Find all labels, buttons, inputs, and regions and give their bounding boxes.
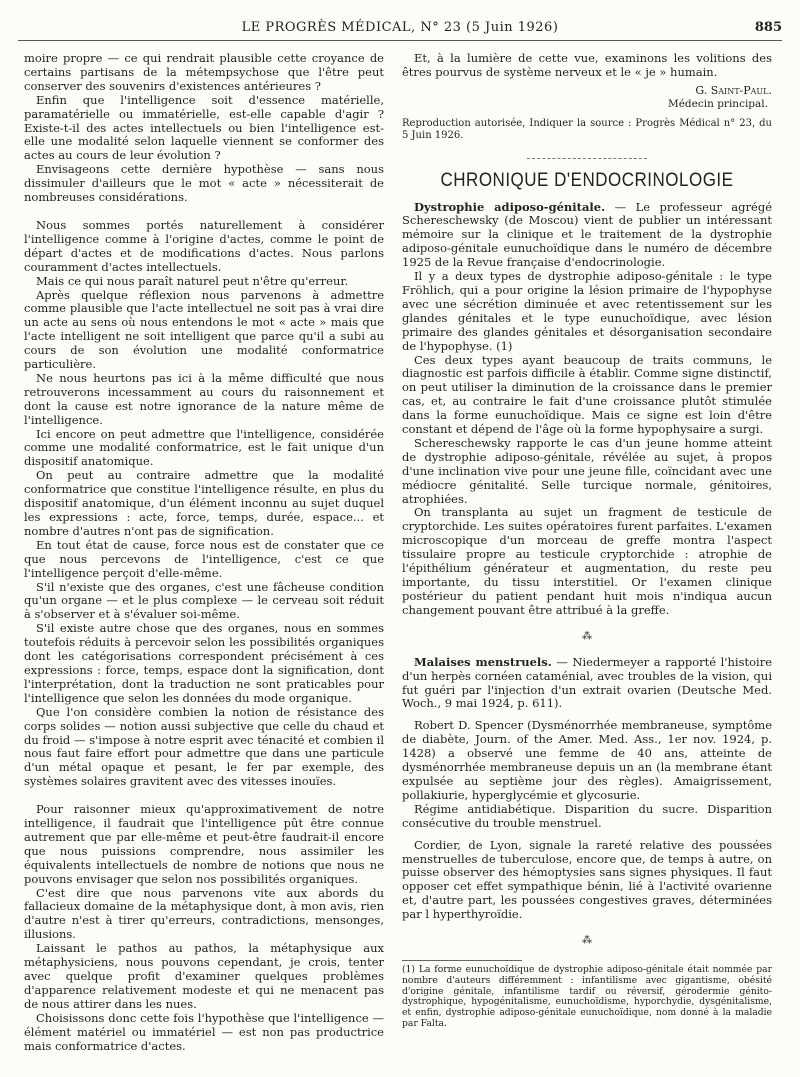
paragraph: Choisissons donc cette fois l'hypothèse que l'intelligence — élément matériel ou immatériel — est non pas productrice mais conformatrice d'actes. bbox=[24, 1010, 384, 1053]
author-signature: G. Saint-Paul. bbox=[695, 83, 772, 97]
paragraph: Il y a deux types de dystrophie adiposo-génitale : le type Fröhlich, qui a pour origine la lésion primaire de l'hypophyse avec une sécrétion diminuée et avec retentissement sur les glandes génitales et le type eunuchoïdique, avec lésion primaire des glandes génitales et désorganisation secondaire de l'hypophyse. (1) bbox=[402, 269, 772, 353]
paragraph: Laissant le pathos au pathos, la métaphysique aux métaphysiciens, nous pouvons cependant, je crois, tenter avec quelque profit d'examiner quelques problèmes d'apparence relativement modeste et qui ne menacent pas de nous attirer dans les nues. bbox=[24, 941, 384, 1011]
paragraph: S'il n'existe que des organes, c'est une fâcheuse condition qu'un organe — et le plus complexe — le cerveau soit réduit à s'observer et à s'évaluer soi-même. bbox=[24, 579, 384, 622]
paragraph: Mais ce qui nous paraît naturel peut n'être qu'erreur. bbox=[36, 273, 349, 288]
page-number: 885 bbox=[754, 20, 782, 35]
paragraph: S'il existe autre chose que des organes, nous en sommes toutefois réduits à percevoir selon les possibilités organiques dont les catégorisations correspondent précisément à ces expressions : force, temps, espace dont la signification, dont l'interprétation, dont la traduction ne sont praticables pour l'intelligence que selon les données du mode organique. bbox=[24, 621, 384, 705]
paragraph: Régime antidiabétique. Disparition du sucre. Disparition consécutive du trouble menstruel. bbox=[402, 801, 772, 830]
paragraph-text: — Niedermeyer a rapporté l'histoire d'un herpès cornéen cataménial, avec troubles de la vision, qui fut guéri par l'injection d'un extrait ovarien (Deutsche Med. Woch., 9 mai 1924, p. 611). bbox=[402, 654, 773, 711]
left-column bbox=[24, 52, 384, 1053]
article-lead: Malaises menstruels. bbox=[414, 654, 552, 669]
section-title: CHRONIQUE D'ENDOCRINOLOGIE bbox=[440, 168, 734, 190]
paragraph: Robert D. Spencer (Dysménorrhée membraneuse, symptôme de diabète, Journ. of the Amer. Med. Ass., 1er nov. 1924, p. 1428) a observé une femme de 40 ans, atteinte de dysménorrhée membraneuse depuis un an (la membrane étant expulsée au septième jour des règles). Amaigrissement, pollakiurie, hyperglycémie et glycosurie. bbox=[402, 718, 772, 802]
paragraph: On peut au contraire admettre que la modalité conformatrice que constitue l'intelligence résulte, en plus du dispositif anatomique, d'un élément inconnu au sujet duquel les expressions : acte, force, temps, durée, espace... et nombre d'autres n'ont pas de signification. bbox=[24, 468, 384, 538]
paragraph: Schereschewsky rapporte le cas d'un jeune homme atteint de dystrophie adiposo-génitale, révélée au sujet, à propos d'une inclination vive pour une jeune fille, coïncidant avec une médiocre génitalité. Selle turcique normale, génitoires, atrophiées. bbox=[402, 435, 772, 506]
paragraph: Ces deux types ayant beaucoup de traits communs, le diagnostic est parfois difficile à établir. Comme signe distinctif, on peut utiliser la diminution de la croissance dans le premier cas, et, au contraire le fait d'une croissance plutôt stimulée dans la forme eunuchoïdique. Mais ce signe est loin d'être constant et dépend de l'âge où la forme hypophysaire a surgi. bbox=[402, 352, 772, 437]
paragraph: Après quelque réflexion nous parvenons à admettre comme plausible que l'acte intellectuel ne soit pas à vrai dire un acte au sens où nous entendons le mot « acte » mais que l'acte intelligent ne soit intelligent que parce qu'il a subi au cours de son évolution une modalité conformatrice particulière. bbox=[24, 287, 384, 372]
footnote: (1) La forme eunuchoïdique de dystrophie adiposo-génitale était nommée par nombre d'auteurs différemment : infantilisme avec gigantisme, obésité d'origine génitale, infantilisme tardif ou réversif, gérodermie génito-dystrophique, hypogénitalisme, eunuchoïdisme, hyporchydie, dysgénitalisme, et enfin, dystrophie adiposo-génitale eunuchoïdique, nom donné à la maladie par Falta. bbox=[402, 964, 772, 1030]
paragraph: Cordier, de Lyon, signale la rareté relative des poussées menstruelles de tuberculose, encore que, de temps à autre, on puisse observer des hémoptysies sans signes physiques. Il faut opposer cet effet sympathique bénin, lié à l'activité ovarienne et, d'autre part, les poussées congestives graves, déterminées par l hyperthyroïdie. bbox=[402, 837, 772, 922]
journal-title: LE PROGRÈS MÉDICAL, N° 23 (5 Juin 1926) bbox=[241, 20, 559, 35]
paragraph: En tout état de cause, force nous est de constater que ce que nous percevons de l'intelligence, c'est ce que l'intelligence perçoit d'elle-même. bbox=[24, 537, 384, 580]
section-divider bbox=[527, 158, 647, 159]
paragraph: On transplanta au sujet un fragment de testicule de cryptorchide. Les suites opératoires furent parfaites. L'examen microscopique d'un morceau de greffe montra l'aspect tissulaire propre au testicule cryptorchide : atrophie de l'épithélium générateur et augmentation, du reste peu importante, du tissu interstitiel. Or l'examen clinique postérieur du patient pendant huit mois n'indiqua aucun changement pouvant être attribué à la greffe. bbox=[402, 505, 772, 617]
article-malaises bbox=[402, 656, 772, 712]
paragraph: moire propre — ce qui rendrait plausible cette croyance de certains partisans de la métempsychose que l'être peut conserver des souvenirs d'existences antérieures ? bbox=[24, 51, 384, 93]
paragraph: Et, à la lumière de cette vue, examinons les volitions des êtres pourvus de système nerveux et le « je » humain. bbox=[402, 51, 772, 79]
right-column bbox=[402, 52, 772, 1030]
article-dystrophie bbox=[402, 201, 772, 271]
separator-stars: ⁂ bbox=[582, 935, 592, 947]
reproduction-note: Reproduction autorisée, Indiquer la source : Progrès Médical n° 23, du 5 Juin 1926. bbox=[402, 117, 772, 141]
paragraph-text: — Le professeur agrégé Schereschewsky (de Moscou) vient de publier un intéressant mémoire sur la clinique et le traitement de la dystrophie adiposo-génitale eunuchoïdique dans le numéro de décembre 1925 de la Revue française d'endocrinologie. bbox=[402, 199, 772, 270]
paragraph: Ici encore on peut admettre que l'intelligence, considérée comme une modalité conformatrice, est le fait unique d'un dispositif anatomique. bbox=[24, 426, 384, 469]
paragraph: Que l'on considère combien la notion de résistance des corps solides — notion aussi subjective que celle du chaud et du froid — s'impose à notre esprit avec ténacité et combien il nous faut faire effort pour admettre que dans une particule d'un métal opaque et pesant, le fer par exemple, des systèmes solaires gravitent avec des vitesses inouïes. bbox=[24, 704, 384, 789]
page-header bbox=[18, 20, 782, 41]
author-title: Médecin principal. bbox=[667, 97, 768, 110]
paragraph: Enfin que l'intelligence soit d'essence matérielle, paramatérielle ou immatérielle, est-elle capable d'agir ? Existe-t-il des actes intellectuels ou bien l'intelligence est-elle une modalité selon laquelle viennent se conformer des actes au cours de leur évolution ? bbox=[24, 92, 384, 163]
separator-stars: ⁂ bbox=[582, 630, 592, 642]
article-lead: Dystrophie adiposo-génitale. bbox=[414, 199, 606, 214]
paragraph: C'est dire que nous parvenons vite aux abords du fallacieux domaine de la métaphysique dont, à mon avis, rien d'autre n'est à tirer qu'erreurs, contradictions, mensonges, illusions. bbox=[24, 885, 384, 942]
paragraph: Envisageons cette dernière hypothèse — sans nous dissimuler d'ailleurs que le mot « acte » nécessiterait de nombreuses considérations. bbox=[24, 162, 384, 205]
paragraph: Ne nous heurtons pas ici à la même difficulté que nous retrouverons incessamment au cours du raisonnement et dont la cause est notre ignorance de la nature même de l'intelligence. bbox=[24, 370, 384, 427]
paragraph: Pour raisonner mieux qu'approximativement de notre intelligence, il faudrait que l'intelligence pût être connue autrement que par elle-même et peut-être faudrait-il encore que nous puissions comprendre, nous assimiler les équivalents intellectuels de nombre de notions que nous ne pouvons envisager que selon nos possibilités organiques. bbox=[24, 802, 384, 886]
paragraph: Nous sommes portés naturellement à considérer l'intelligence comme à l'origine d'actes, comme le point de départ d'actes et de modifications d'actes. Nous parlons couramment d'actes intellectuels. bbox=[24, 217, 384, 274]
footnote-rule bbox=[402, 960, 522, 961]
